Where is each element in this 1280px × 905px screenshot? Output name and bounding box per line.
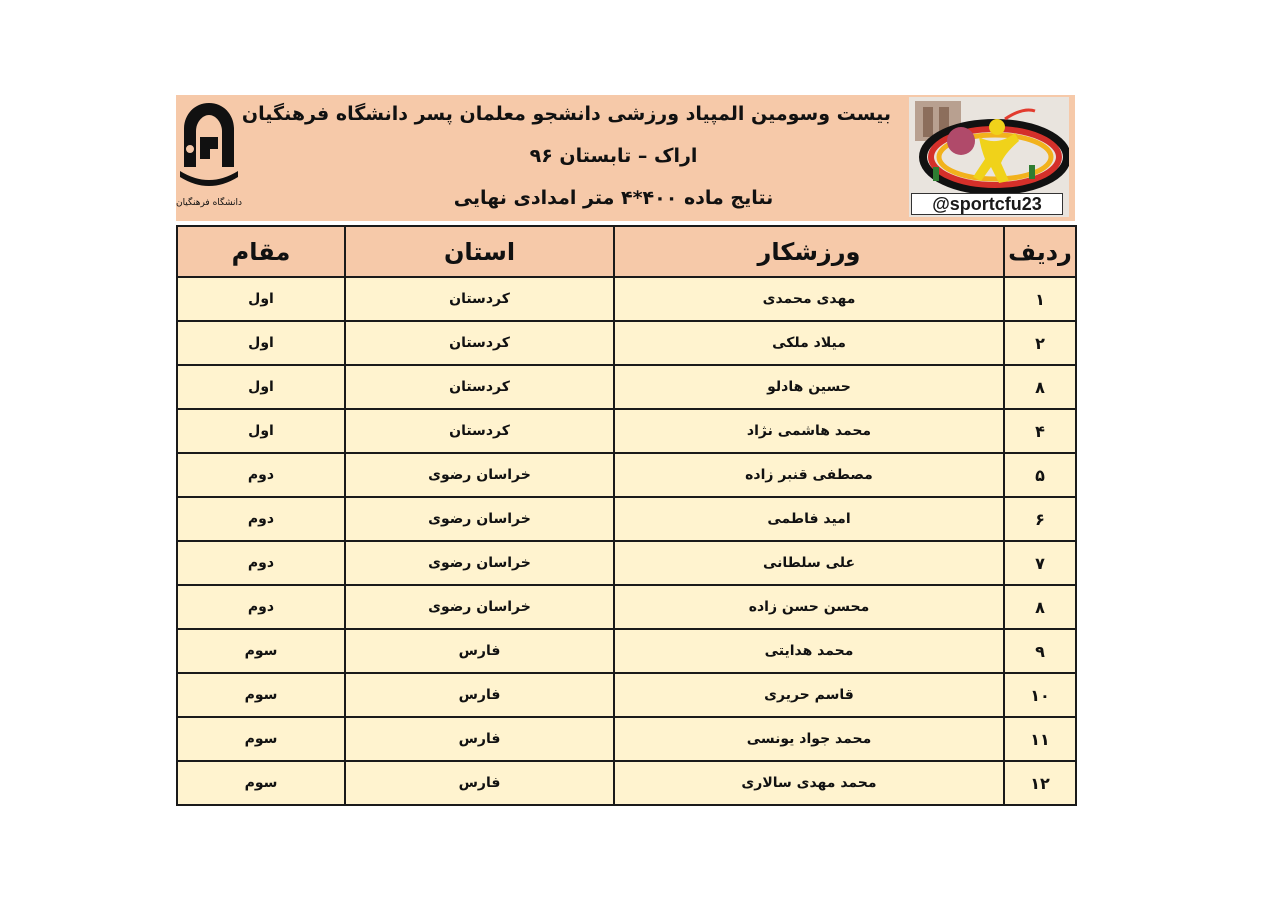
table-row: [177, 761, 1076, 805]
rank: دوم: [177, 453, 345, 497]
header-banner: [176, 95, 1075, 221]
rank: اول: [177, 409, 345, 453]
rank: سوم: [177, 673, 345, 717]
event-location-date: اراک – تابستان ۹۶: [529, 145, 698, 167]
rank: اول: [177, 277, 345, 321]
table-row: [177, 585, 1076, 629]
column-header-athlete: ورزشکار: [614, 226, 1004, 277]
university-logo: [176, 97, 242, 215]
rank: سوم: [177, 629, 345, 673]
athlete-name: محمد هدایتی: [614, 629, 1004, 673]
province: کردستان: [345, 277, 614, 321]
event-subtitle: نتایج ماده ۴۰۰*۴ متر امدادی نهایی: [453, 187, 774, 209]
athlete-name: قاسم حریری: [614, 673, 1004, 717]
row-number: ۱: [1004, 277, 1076, 321]
table-header-row: [177, 226, 1076, 277]
province: کردستان: [345, 321, 614, 365]
column-header-row-number: ردیف: [1004, 226, 1076, 277]
athlete-name: حسین هادلو: [614, 365, 1004, 409]
row-number: ۸: [1004, 365, 1076, 409]
athlete-name: محمد هاشمی نژاد: [614, 409, 1004, 453]
row-number: ۴: [1004, 409, 1076, 453]
rank: اول: [177, 321, 345, 365]
column-header-rank: مقام: [177, 226, 345, 277]
results-table: [176, 225, 1077, 806]
table-row: [177, 497, 1076, 541]
rank: دوم: [177, 541, 345, 585]
olympiad-title: بیست وسومین المپیاد ورزشی دانشجو معلمان پسر دانشگاه فرهنگیان: [241, 103, 891, 125]
table-row: [177, 541, 1076, 585]
athlete-name: محمد مهدی سالاری: [614, 761, 1004, 805]
row-number: ۱۲: [1004, 761, 1076, 805]
province: خراسان رضوی: [345, 497, 614, 541]
athlete-name: مصطفی قنبر زاده: [614, 453, 1004, 497]
row-number: ۸: [1004, 585, 1076, 629]
province: خراسان رضوی: [345, 453, 614, 497]
social-handle: @sportcfu23: [911, 193, 1063, 215]
results-sheet: [176, 95, 1075, 221]
row-number: ۶: [1004, 497, 1076, 541]
table-row: [177, 409, 1076, 453]
rank: دوم: [177, 497, 345, 541]
province: فارس: [345, 761, 614, 805]
table-row: [177, 629, 1076, 673]
row-number: ۹: [1004, 629, 1076, 673]
row-number: ۱۰: [1004, 673, 1076, 717]
table-row: [177, 717, 1076, 761]
olympiad-logo: [909, 97, 1069, 217]
province: خراسان رضوی: [345, 541, 614, 585]
province: فارس: [345, 717, 614, 761]
province: فارس: [345, 673, 614, 717]
column-header-province: استان: [345, 226, 614, 277]
logo-caption: دانشگاه فرهنگیان: [176, 198, 242, 208]
province: کردستان: [345, 365, 614, 409]
athlete-name: مهدی محمدی: [614, 277, 1004, 321]
rank: سوم: [177, 717, 345, 761]
table-row: [177, 673, 1076, 717]
rank: دوم: [177, 585, 345, 629]
athlete-name: محسن حسن زاده: [614, 585, 1004, 629]
row-number: ۲: [1004, 321, 1076, 365]
row-number: ۵: [1004, 453, 1076, 497]
row-number: ۱۱: [1004, 717, 1076, 761]
athlete-name: امید فاطمی: [614, 497, 1004, 541]
province: کردستان: [345, 409, 614, 453]
table-row: [177, 365, 1076, 409]
athlete-name: علی سلطانی: [614, 541, 1004, 585]
table-row: [177, 453, 1076, 497]
province: فارس: [345, 629, 614, 673]
rank: سوم: [177, 761, 345, 805]
athlete-name: محمد جواد یونسی: [614, 717, 1004, 761]
row-number: ۷: [1004, 541, 1076, 585]
athlete-name: میلاد ملکی: [614, 321, 1004, 365]
rank: اول: [177, 365, 345, 409]
table-row: [177, 321, 1076, 365]
province: خراسان رضوی: [345, 585, 614, 629]
table-row: [177, 277, 1076, 321]
